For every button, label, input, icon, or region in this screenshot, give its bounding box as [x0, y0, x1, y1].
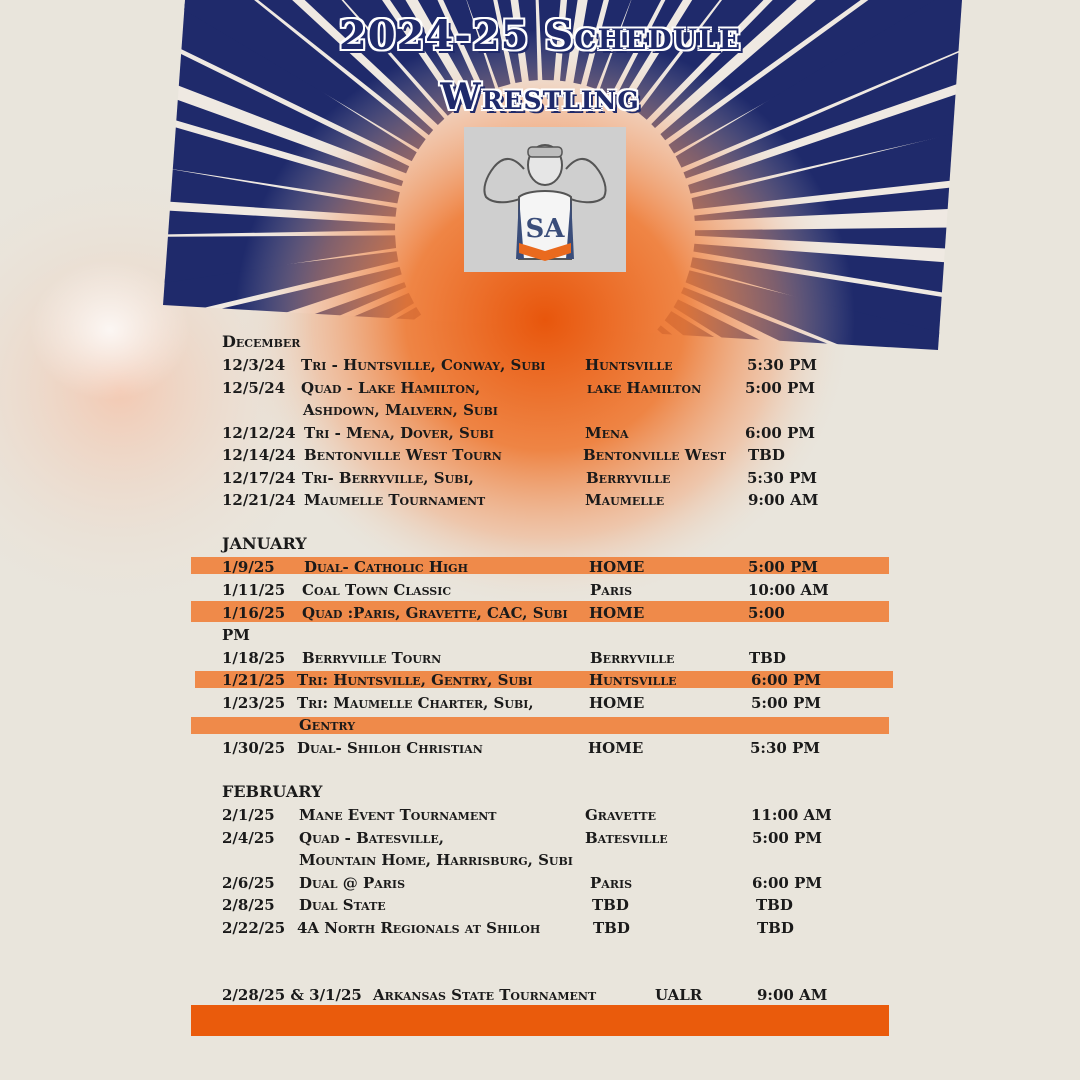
event-time: 11:00 AM	[751, 806, 832, 824]
event-time: 5:00 PM	[752, 829, 822, 847]
event-date: 12/5/24	[222, 379, 286, 397]
event-name: Mane Event Tournament	[299, 806, 497, 824]
event-date: 1/23/25	[222, 694, 286, 712]
event-name: Arkansas State Tournament	[373, 986, 597, 1004]
event-location: UALR	[655, 986, 703, 1004]
event-name: Bentonville West Tourn	[304, 446, 502, 464]
event-name: Tri: Maumelle Charter, Subi,	[297, 694, 534, 712]
event-location: Berryville	[586, 469, 671, 487]
event-location: HOME	[589, 604, 645, 622]
event-name: Dual @ Paris	[299, 874, 406, 892]
event-location: Bentonville West	[583, 446, 727, 464]
event-location: HOME	[588, 739, 644, 757]
month-heading-december: December	[222, 332, 301, 351]
event-time: 5:00	[748, 604, 785, 622]
event-time: 6:00 PM	[745, 424, 815, 442]
event-location: HOME	[589, 558, 645, 576]
event-date: 1/16/25	[222, 604, 286, 622]
event-location: Huntsville	[589, 671, 677, 689]
event-date: 2/1/25	[222, 806, 275, 824]
event-location: lake Hamilton	[587, 379, 702, 397]
event-location: Paris	[590, 874, 633, 892]
event-date: 1/11/25	[222, 581, 286, 599]
event-time: 6:00 PM	[752, 874, 822, 892]
event-time-wrap: PM	[222, 626, 250, 644]
event-location: TBD	[593, 919, 630, 937]
event-name: Quad - Lake Hamilton,	[301, 379, 481, 397]
event-date: 12/21/24	[222, 491, 296, 509]
event-time: 9:00 AM	[757, 986, 828, 1004]
event-location: Berryville	[590, 649, 675, 667]
event-time: 6:00 PM	[751, 671, 821, 689]
event-location: Mena	[585, 424, 629, 442]
event-date: 2/28/25 & 3/1/25	[222, 986, 362, 1004]
event-date: 2/8/25	[222, 896, 275, 914]
event-location: Paris	[590, 581, 633, 599]
event-name-continued: Mountain Home, Harrisburg, Subi	[299, 851, 573, 869]
row-highlight	[191, 717, 889, 734]
event-time: TBD	[757, 919, 794, 937]
event-name: Coal Town Classic	[302, 581, 452, 599]
event-name: Dual- Shiloh Christian	[297, 739, 483, 757]
event-name: Quad :Paris, Gravette, CAC, Subi	[302, 604, 568, 622]
event-name: Dual- Catholic High	[304, 558, 468, 576]
event-date: 2/4/25	[222, 829, 275, 847]
event-date: 1/9/25	[222, 558, 275, 576]
event-time: TBD	[749, 649, 786, 667]
event-date: 12/17/24	[222, 469, 296, 487]
event-time: 5:30 PM	[747, 469, 817, 487]
event-date: 1/18/25	[222, 649, 286, 667]
event-location: Gravette	[585, 806, 656, 824]
event-name: Tri: Huntsville, Gentry, Subi	[297, 671, 533, 689]
event-name: Tri - Huntsville, Conway, Subi	[301, 356, 546, 374]
event-date: 2/22/25	[222, 919, 286, 937]
month-heading-february: FEBRUARY	[222, 782, 323, 801]
event-time: 5:30 PM	[750, 739, 820, 757]
event-name-continued: Gentry	[299, 716, 356, 734]
event-date: 12/3/24	[222, 356, 286, 374]
event-date: 1/30/25	[222, 739, 286, 757]
event-date: 2/6/25	[222, 874, 275, 892]
title-wrestling: Wrestling	[440, 76, 640, 118]
event-time: 5:00 PM	[751, 694, 821, 712]
event-name-continued: Ashdown, Malvern, Subi	[303, 401, 498, 419]
event-date: 1/21/25	[222, 671, 286, 689]
event-location: Batesville	[585, 829, 668, 847]
event-name: Dual State	[299, 896, 386, 914]
event-name: Tri - Mena, Dover, Subi	[304, 424, 494, 442]
event-time: 10:00 AM	[748, 581, 829, 599]
event-time: 9:00 AM	[748, 491, 819, 509]
event-name: 4A North Regionals at Shiloh	[297, 919, 541, 937]
event-time: TBD	[748, 446, 785, 464]
event-name: Quad - Batesville,	[299, 829, 444, 847]
event-location: TBD	[592, 896, 629, 914]
event-name: Tri- Berryville, Subi,	[302, 469, 474, 487]
event-name: Berryville Tourn	[302, 649, 442, 667]
event-location: HOME	[589, 694, 645, 712]
title-schedule: 2024-25 Schedule	[338, 12, 742, 59]
event-name: Maumelle Tournament	[304, 491, 486, 509]
event-time: 5:30 PM	[747, 356, 817, 374]
logo-letters: SA	[525, 214, 565, 244]
event-date: 12/12/24	[222, 424, 296, 442]
month-heading-january: JANUARY	[222, 534, 307, 553]
event-time: 5:00 PM	[745, 379, 815, 397]
event-location: Huntsville	[585, 356, 673, 374]
event-time: TBD	[756, 896, 793, 914]
event-location: Maumelle	[585, 491, 665, 509]
footer-band	[191, 1005, 889, 1036]
event-time: 5:00 PM	[748, 558, 818, 576]
event-date: 12/14/24	[222, 446, 296, 464]
